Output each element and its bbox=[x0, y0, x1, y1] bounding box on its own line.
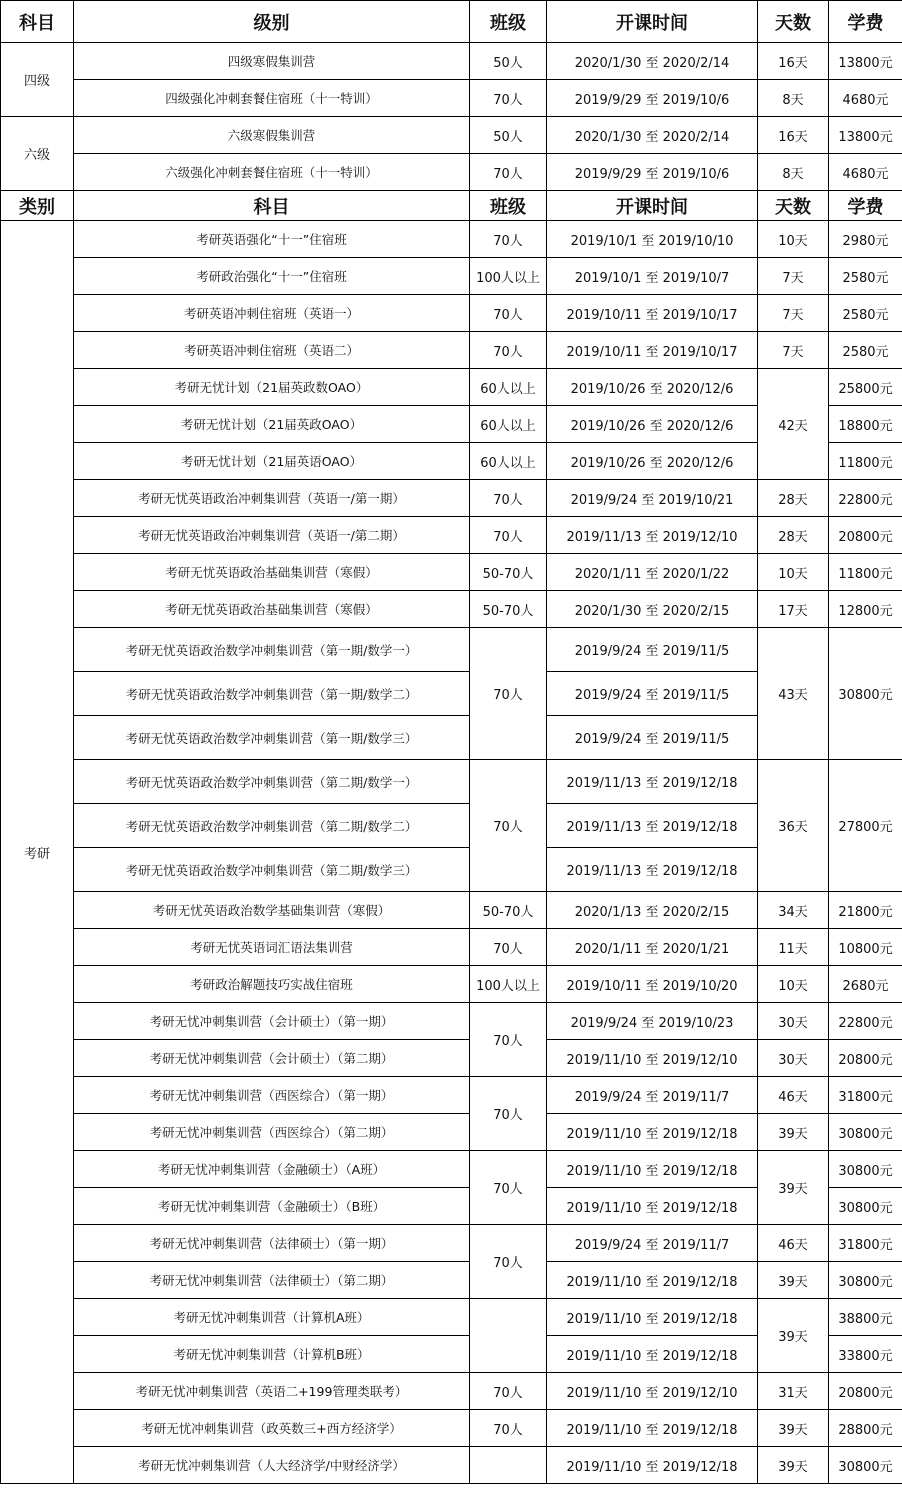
date-cell: 2019/11/13 至 2019/12/18 bbox=[547, 848, 758, 892]
subject-cell: 考研无忧英语政治数学冲刺集训营（第二期/数学三） bbox=[74, 848, 470, 892]
table-row bbox=[1, 80, 902, 117]
table-row bbox=[1, 1373, 902, 1410]
table-row bbox=[1, 258, 902, 295]
table-row bbox=[1, 1003, 902, 1040]
size-cell: 70人 bbox=[470, 1373, 547, 1410]
days-cell: 43天 bbox=[758, 628, 829, 760]
table-row bbox=[1, 221, 902, 258]
subject-cell: 考研无忧英语政治基础集训营（寒假） bbox=[74, 554, 470, 591]
header-row-1 bbox=[1, 1, 902, 43]
days-cell: 8天 bbox=[758, 80, 829, 117]
header-cell: 学费 bbox=[829, 1, 902, 43]
date-cell: 2019/11/13 至 2019/12/18 bbox=[547, 804, 758, 848]
header-cell: 学费 bbox=[829, 191, 902, 221]
fee-cell: 20800元 bbox=[829, 1040, 902, 1077]
header-cell: 类别 bbox=[1, 191, 74, 221]
date-cell: 2019/10/1 至 2019/10/7 bbox=[547, 258, 758, 295]
table-row bbox=[1, 1262, 902, 1299]
days-cell: 30天 bbox=[758, 1003, 829, 1040]
table-row bbox=[1, 554, 902, 591]
subject-cell: 考研英语冲刺住宿班（英语二） bbox=[74, 332, 470, 369]
size-cell bbox=[470, 1447, 547, 1484]
days-cell: 36天 bbox=[758, 760, 829, 892]
subject-cell: 考研无忧冲刺集训营（英语二+199管理类联考） bbox=[74, 1373, 470, 1410]
size-cell: 70人 bbox=[470, 332, 547, 369]
date-cell: 2019/11/10 至 2019/12/18 bbox=[547, 1447, 758, 1484]
size-cell bbox=[470, 1299, 547, 1373]
subject-cell: 考研无忧冲刺集训营（西医综合）（第一期） bbox=[74, 1077, 470, 1114]
subject-cell: 考研无忧冲刺集训营（计算机A班） bbox=[74, 1299, 470, 1336]
days-cell: 10天 bbox=[758, 966, 829, 1003]
subject-cell: 考研无忧冲刺集训营（西医综合）（第二期） bbox=[74, 1114, 470, 1151]
date-cell: 2019/9/24 至 2019/10/23 bbox=[547, 1003, 758, 1040]
fee-cell: 4680元 bbox=[829, 154, 902, 191]
fee-cell: 30800元 bbox=[829, 628, 902, 760]
date-cell: 2019/11/10 至 2019/12/18 bbox=[547, 1188, 758, 1225]
table-row bbox=[1, 480, 902, 517]
table-row bbox=[1, 1077, 902, 1114]
subject-cell: 考研英语冲刺住宿班（英语一） bbox=[74, 295, 470, 332]
category-cell: 六级 bbox=[1, 117, 74, 191]
table-row bbox=[1, 332, 902, 369]
subject-cell: 考研无忧英语政治数学冲刺集训营（第一期/数学一） bbox=[74, 628, 470, 672]
size-cell: 70人 bbox=[470, 1225, 547, 1299]
size-cell: 100人以上 bbox=[470, 258, 547, 295]
fee-cell: 2580元 bbox=[829, 258, 902, 295]
table-row bbox=[1, 966, 902, 1003]
subject-cell: 考研无忧冲刺集训营（会计硕士）（第一期） bbox=[74, 1003, 470, 1040]
fee-cell: 28800元 bbox=[829, 1410, 902, 1447]
fee-cell: 31800元 bbox=[829, 1225, 902, 1262]
date-cell: 2019/11/10 至 2019/12/18 bbox=[547, 1410, 758, 1447]
table-row bbox=[1, 1447, 902, 1484]
subject-cell: 考研无忧冲刺集训营（法律硕士）（第二期） bbox=[74, 1262, 470, 1299]
fee-cell: 21800元 bbox=[829, 892, 902, 929]
days-cell: 7天 bbox=[758, 295, 829, 332]
size-cell: 50-70人 bbox=[470, 591, 547, 628]
days-cell: 8天 bbox=[758, 154, 829, 191]
date-cell: 2019/10/26 至 2020/12/6 bbox=[547, 406, 758, 443]
date-cell: 2019/9/24 至 2019/11/5 bbox=[547, 672, 758, 716]
size-cell: 60人以上 bbox=[470, 369, 547, 406]
header-cell: 班级 bbox=[470, 191, 547, 221]
table-row bbox=[1, 1040, 902, 1077]
date-cell: 2019/10/1 至 2019/10/10 bbox=[547, 221, 758, 258]
date-cell: 2019/10/11 至 2019/10/17 bbox=[547, 332, 758, 369]
table-row bbox=[1, 760, 902, 804]
date-cell: 2019/10/26 至 2020/12/6 bbox=[547, 443, 758, 480]
table-row bbox=[1, 1410, 902, 1447]
days-cell: 28天 bbox=[758, 480, 829, 517]
date-cell: 2019/9/24 至 2019/10/21 bbox=[547, 480, 758, 517]
date-cell: 2020/1/13 至 2020/2/15 bbox=[547, 892, 758, 929]
fee-cell: 13800元 bbox=[829, 117, 902, 154]
days-cell: 30天 bbox=[758, 1040, 829, 1077]
level-cell: 四级强化冲刺套餐住宿班（十一特训） bbox=[74, 80, 470, 117]
size-cell: 70人 bbox=[470, 80, 547, 117]
table-row bbox=[1, 369, 902, 406]
size-cell: 60人以上 bbox=[470, 406, 547, 443]
date-cell: 2019/11/10 至 2019/12/18 bbox=[547, 1336, 758, 1373]
size-cell: 70人 bbox=[470, 517, 547, 554]
fee-cell: 33800元 bbox=[829, 1336, 902, 1373]
days-cell: 34天 bbox=[758, 892, 829, 929]
table-row bbox=[1, 1225, 902, 1262]
size-cell: 50-70人 bbox=[470, 892, 547, 929]
days-cell: 10天 bbox=[758, 221, 829, 258]
subject-cell: 考研政治强化“十一”住宿班 bbox=[74, 258, 470, 295]
fee-cell: 22800元 bbox=[829, 480, 902, 517]
fee-cell: 25800元 bbox=[829, 369, 902, 406]
header-row-2 bbox=[1, 191, 902, 221]
fee-cell: 2580元 bbox=[829, 295, 902, 332]
days-cell: 7天 bbox=[758, 332, 829, 369]
table-row bbox=[1, 892, 902, 929]
table-row bbox=[1, 117, 902, 154]
subject-cell: 考研无忧冲刺集训营（金融硕士）（A班） bbox=[74, 1151, 470, 1188]
subject-cell: 考研无忧冲刺集训营（金融硕士）（B班） bbox=[74, 1188, 470, 1225]
table-row bbox=[1, 1114, 902, 1151]
subject-cell: 考研无忧英语政治数学冲刺集训营（第二期/数学二） bbox=[74, 804, 470, 848]
subject-cell: 考研英语强化“十一”住宿班 bbox=[74, 221, 470, 258]
table-row bbox=[1, 1151, 902, 1188]
fee-cell: 31800元 bbox=[829, 1077, 902, 1114]
size-cell: 70人 bbox=[470, 480, 547, 517]
days-cell: 39天 bbox=[758, 1447, 829, 1484]
size-cell: 50人 bbox=[470, 43, 547, 80]
days-cell: 28天 bbox=[758, 517, 829, 554]
table-row bbox=[1, 295, 902, 332]
header-cell: 开课时间 bbox=[547, 1, 758, 43]
subject-cell: 考研无忧英语词汇语法集训营 bbox=[74, 929, 470, 966]
date-cell: 2020/1/11 至 2020/1/22 bbox=[547, 554, 758, 591]
days-cell: 39天 bbox=[758, 1114, 829, 1151]
size-cell: 100人以上 bbox=[470, 966, 547, 1003]
date-cell: 2019/11/10 至 2019/12/18 bbox=[547, 1262, 758, 1299]
fee-cell: 2980元 bbox=[829, 221, 902, 258]
subject-cell: 考研无忧冲刺集训营（会计硕士）（第二期） bbox=[74, 1040, 470, 1077]
table-row bbox=[1, 43, 902, 80]
header-cell: 开课时间 bbox=[547, 191, 758, 221]
days-cell: 46天 bbox=[758, 1225, 829, 1262]
fee-cell: 20800元 bbox=[829, 1373, 902, 1410]
fee-cell: 4680元 bbox=[829, 80, 902, 117]
fee-cell: 20800元 bbox=[829, 517, 902, 554]
fee-cell: 30800元 bbox=[829, 1262, 902, 1299]
date-cell: 2019/10/26 至 2020/12/6 bbox=[547, 369, 758, 406]
fee-cell: 18800元 bbox=[829, 406, 902, 443]
days-cell: 39天 bbox=[758, 1299, 829, 1373]
date-cell: 2019/11/10 至 2019/12/18 bbox=[547, 1299, 758, 1336]
table-row bbox=[1, 154, 902, 191]
subject-cell: 考研无忧冲刺集训营（计算机B班） bbox=[74, 1336, 470, 1373]
category-cell: 四级 bbox=[1, 43, 74, 117]
category-cell: 考研 bbox=[1, 221, 74, 1484]
subject-cell: 考研无忧计划（21届英政数OAO） bbox=[74, 369, 470, 406]
fee-cell: 10800元 bbox=[829, 929, 902, 966]
days-cell: 39天 bbox=[758, 1151, 829, 1225]
days-cell: 10天 bbox=[758, 554, 829, 591]
size-cell: 60人以上 bbox=[470, 443, 547, 480]
days-cell: 31天 bbox=[758, 1373, 829, 1410]
date-cell: 2020/1/30 至 2020/2/14 bbox=[547, 117, 758, 154]
header-cell: 科目 bbox=[74, 191, 470, 221]
date-cell: 2020/1/11 至 2020/1/21 bbox=[547, 929, 758, 966]
date-cell: 2019/11/13 至 2019/12/10 bbox=[547, 517, 758, 554]
fee-cell: 38800元 bbox=[829, 1299, 902, 1336]
subject-cell: 考研无忧计划（21届英政OAO） bbox=[74, 406, 470, 443]
subject-cell: 考研无忧计划（21届英语OAO） bbox=[74, 443, 470, 480]
fee-cell: 30800元 bbox=[829, 1447, 902, 1484]
subject-cell: 考研无忧英语政治数学冲刺集训营（第二期/数学一） bbox=[74, 760, 470, 804]
table-row bbox=[1, 628, 902, 672]
date-cell: 2020/1/30 至 2020/2/15 bbox=[547, 591, 758, 628]
size-cell: 70人 bbox=[470, 1151, 547, 1225]
size-cell: 70人 bbox=[470, 929, 547, 966]
date-cell: 2019/9/29 至 2019/10/6 bbox=[547, 80, 758, 117]
fee-cell: 2580元 bbox=[829, 332, 902, 369]
fee-cell: 12800元 bbox=[829, 591, 902, 628]
days-cell: 46天 bbox=[758, 1077, 829, 1114]
date-cell: 2020/1/30 至 2020/2/14 bbox=[547, 43, 758, 80]
subject-cell: 考研政治解题技巧实战住宿班 bbox=[74, 966, 470, 1003]
days-cell: 39天 bbox=[758, 1262, 829, 1299]
date-cell: 2019/11/10 至 2019/12/10 bbox=[547, 1040, 758, 1077]
fee-cell: 30800元 bbox=[829, 1151, 902, 1188]
table-row bbox=[1, 591, 902, 628]
days-cell: 39天 bbox=[758, 1410, 829, 1447]
size-cell: 70人 bbox=[470, 1003, 547, 1077]
days-cell: 16天 bbox=[758, 43, 829, 80]
header-cell: 科目 bbox=[1, 1, 74, 43]
date-cell: 2019/11/13 至 2019/12/18 bbox=[547, 760, 758, 804]
fee-cell: 27800元 bbox=[829, 760, 902, 892]
table-row bbox=[1, 1299, 902, 1336]
date-cell: 2019/9/24 至 2019/11/5 bbox=[547, 628, 758, 672]
header-cell: 级别 bbox=[74, 1, 470, 43]
size-cell: 70人 bbox=[470, 221, 547, 258]
size-cell: 70人 bbox=[470, 1077, 547, 1151]
size-cell: 70人 bbox=[470, 295, 547, 332]
size-cell: 70人 bbox=[470, 760, 547, 892]
table-row bbox=[1, 517, 902, 554]
size-cell: 70人 bbox=[470, 154, 547, 191]
header-cell: 天数 bbox=[758, 191, 829, 221]
fee-cell: 30800元 bbox=[829, 1114, 902, 1151]
size-cell: 50-70人 bbox=[470, 554, 547, 591]
date-cell: 2019/9/24 至 2019/11/5 bbox=[547, 716, 758, 760]
size-cell: 50人 bbox=[470, 117, 547, 154]
fee-cell: 22800元 bbox=[829, 1003, 902, 1040]
subject-cell: 考研无忧冲刺集训营（政英数三+西方经济学） bbox=[74, 1410, 470, 1447]
subject-cell: 考研无忧英语政治数学基础集训营（寒假） bbox=[74, 892, 470, 929]
date-cell: 2019/9/24 至 2019/11/7 bbox=[547, 1077, 758, 1114]
days-cell: 42天 bbox=[758, 369, 829, 480]
fee-cell: 2680元 bbox=[829, 966, 902, 1003]
size-cell: 70人 bbox=[470, 628, 547, 760]
date-cell: 2019/9/24 至 2019/11/7 bbox=[547, 1225, 758, 1262]
fee-cell: 11800元 bbox=[829, 443, 902, 480]
subject-cell: 考研无忧英语政治冲刺集训营（英语一/第一期） bbox=[74, 480, 470, 517]
subject-cell: 考研无忧冲刺集训营（法律硕士）（第一期） bbox=[74, 1225, 470, 1262]
size-cell: 70人 bbox=[470, 1410, 547, 1447]
subject-cell: 考研无忧英语政治冲刺集训营（英语一/第二期） bbox=[74, 517, 470, 554]
date-cell: 2019/11/10 至 2019/12/18 bbox=[547, 1114, 758, 1151]
date-cell: 2019/10/11 至 2019/10/17 bbox=[547, 295, 758, 332]
subject-cell: 考研无忧英语政治数学冲刺集训营（第一期/数学三） bbox=[74, 716, 470, 760]
days-cell: 11天 bbox=[758, 929, 829, 966]
fee-cell: 30800元 bbox=[829, 1188, 902, 1225]
fee-cell: 11800元 bbox=[829, 554, 902, 591]
days-cell: 7天 bbox=[758, 258, 829, 295]
days-cell: 16天 bbox=[758, 117, 829, 154]
subject-cell: 考研无忧英语政治数学冲刺集训营（第一期/数学二） bbox=[74, 672, 470, 716]
days-cell: 17天 bbox=[758, 591, 829, 628]
level-cell: 四级寒假集训营 bbox=[74, 43, 470, 80]
date-cell: 2019/11/10 至 2019/12/18 bbox=[547, 1151, 758, 1188]
level-cell: 六级寒假集训营 bbox=[74, 117, 470, 154]
fee-cell: 13800元 bbox=[829, 43, 902, 80]
date-cell: 2019/11/10 至 2019/12/10 bbox=[547, 1373, 758, 1410]
header-cell: 天数 bbox=[758, 1, 829, 43]
date-cell: 2019/10/11 至 2019/10/20 bbox=[547, 966, 758, 1003]
table-row bbox=[1, 929, 902, 966]
subject-cell: 考研无忧英语政治基础集训营（寒假） bbox=[74, 591, 470, 628]
date-cell: 2019/9/29 至 2019/10/6 bbox=[547, 154, 758, 191]
subject-cell: 考研无忧冲刺集训营（人大经济学/中财经济学） bbox=[74, 1447, 470, 1484]
level-cell: 六级强化冲刺套餐住宿班（十一特训） bbox=[74, 154, 470, 191]
header-cell: 班级 bbox=[470, 1, 547, 43]
